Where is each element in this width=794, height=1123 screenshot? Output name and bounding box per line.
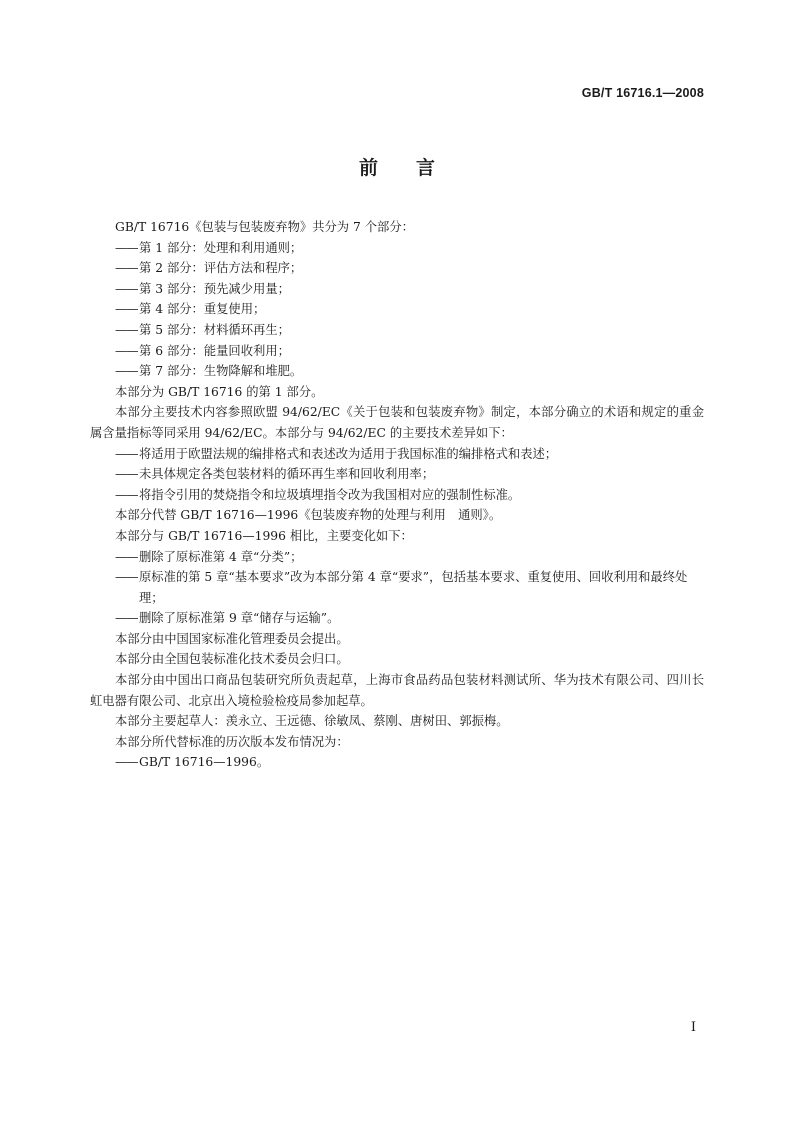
dash-mark: —— <box>115 549 138 564</box>
list-item-part: —— 第 2 部分：评估方法和程序； <box>90 258 704 279</box>
dash-mark: —— <box>115 302 138 317</box>
paragraph-proposed-by: 本部分由中国国家标准化管理委员会提出。 <box>115 631 349 646</box>
dash-mark: —— <box>115 343 138 358</box>
paragraph-changes-intro: 本部分与 GB/T 16716—1996 相比，主要变化如下： <box>115 528 413 543</box>
list-item-part: —— 第 6 部分：能量回收利用； <box>90 341 704 362</box>
list-item-part: —— 第 3 部分：预先减少用量； <box>90 279 704 300</box>
dash-mark: —— <box>115 487 138 502</box>
list-item-part: —— 第 4 部分：重复使用； <box>90 299 704 320</box>
dash-mark: —— <box>115 281 138 296</box>
dash-mark: —— <box>115 322 138 337</box>
paragraph-part-statement: 本部分为 GB/T 16716 的第 1 部分。 <box>115 384 324 399</box>
dash-mark: —— <box>115 570 138 585</box>
page-title: 前 言 <box>358 157 435 179</box>
list-item-part: —— 第 5 部分：材料循环再生； <box>90 320 704 341</box>
dash-mark: —— <box>115 261 138 276</box>
paragraph-centralized-by: 本部分由全国包装标准化技术委员会归口。 <box>115 652 349 667</box>
list-item-part: —— 第 1 部分：处理和利用通则； <box>90 238 704 259</box>
paragraph-reference: 本部分主要技术内容参照欧盟 94/62/EC《关于包装和包装废弃物》制定，本部分确立的术语和规定的重金属含量指标等同采用 94/62/EC。本部分与 94/62/EC 的主要技术差异如下： <box>90 405 704 440</box>
paragraph-history-intro: 本部分所代替标准的历次版本发布情况为： <box>115 734 349 749</box>
list-item-difference: —— 将适用于欧盟法规的编排格式和表述改为适用于我国标准的编排格式和表述； <box>90 444 704 465</box>
dash-mark: —— <box>115 611 138 626</box>
page-number: I <box>690 1020 696 1035</box>
list-item-part: —— 第 7 部分：生物降解和堆肥。 <box>90 361 704 382</box>
list-item-change: —— 删除了原标准第 9 章“储存与运输”。 <box>90 608 704 629</box>
list-item-change: —— 原标准的第 5 章“基本要求”改为本部分第 4 章“要求”，包括基本要求、重复使用、回收利用和最终处理； <box>90 567 704 608</box>
dash-mark: —— <box>115 446 138 461</box>
list-item-difference: —— 将指令引用的焚烧指令和垃圾填埋指令改为我国相对应的强制性标准。 <box>90 485 704 506</box>
paragraph-drafted-by: 本部分由中国出口商品包装研究所负责起草，上海市食品药品包装材料测试所、华为技术有限公司、四川长虹电器有限公司、北京出入境检验检疫局参加起草。 <box>90 673 704 708</box>
dash-mark: —— <box>115 467 138 482</box>
paragraph-drafters: 本部分主要起草人：羡永立、王远德、徐敏凤、蔡刚、唐树田、郭振梅。 <box>115 714 509 729</box>
foreword-body <box>90 217 704 773</box>
list-item-change: —— 删除了原标准第 4 章“分类”； <box>90 547 704 568</box>
dash-mark: —— <box>115 755 138 770</box>
dash-mark: —— <box>115 240 138 255</box>
standard-number: GB/T 16716.1—2008 <box>581 86 704 100</box>
dash-mark: —— <box>115 364 138 379</box>
list-item-history: —— GB/T 16716—1996。 <box>90 752 704 773</box>
paragraph-replaces: 本部分代替 GB/T 16716—1996《包装废弃物的处理与利用 通则》。 <box>115 508 502 523</box>
list-item-difference: —— 未具体规定各类包装材料的循环再生率和回收利用率； <box>90 464 704 485</box>
paragraph-intro: GB/T 16716《包装与包装废弃物》共分为 7 个部分： <box>115 220 414 234</box>
